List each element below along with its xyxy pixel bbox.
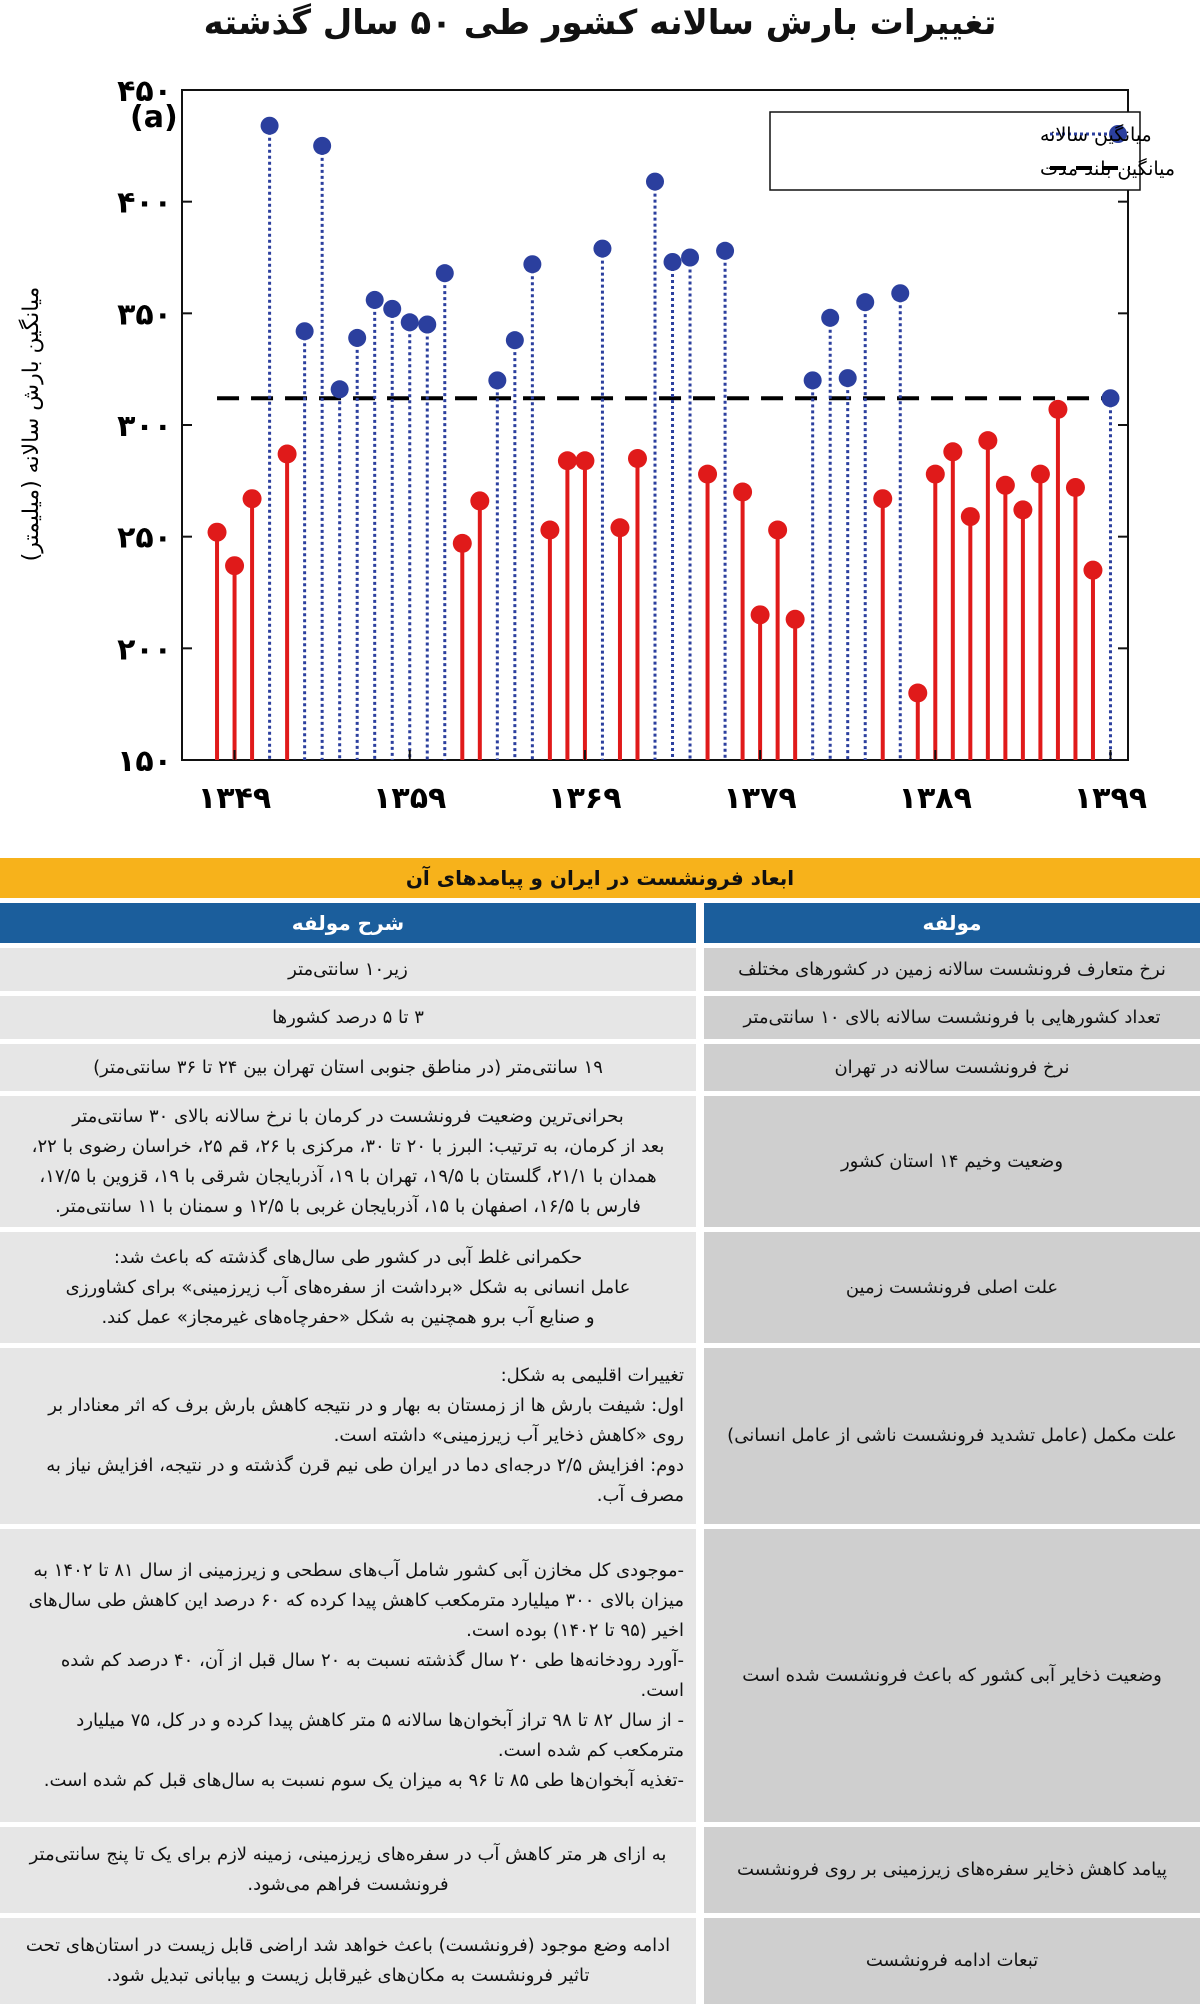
data-point: [1101, 389, 1119, 407]
data-point: [1013, 500, 1032, 519]
column-header-description: شرح مولفه: [0, 903, 696, 943]
table-grid: [0, 903, 1200, 2004]
table-row-description: [0, 1348, 696, 1524]
data-point: [470, 491, 489, 510]
stem-chart: [0, 52, 1200, 852]
data-point: [943, 442, 962, 461]
data-point: [506, 331, 524, 349]
data-point: [804, 371, 822, 389]
component-text: وضعیت وخیم ۱۴ استان کشور: [840, 1150, 1064, 1172]
data-point: [296, 322, 314, 340]
data-point: [821, 309, 839, 327]
data-point: [751, 605, 770, 624]
y-tick-label: ۳۰۰: [117, 409, 172, 444]
data-point: [313, 137, 331, 155]
table-row-component: [704, 948, 1200, 991]
x-tick-label: ۱۳۹۹: [1073, 781, 1148, 816]
legend: [770, 112, 1175, 190]
data-point: [1066, 478, 1085, 497]
data-point: [1083, 561, 1102, 580]
legend-label-annual: میانگین سالانه: [1040, 124, 1152, 146]
data-point: [453, 534, 472, 553]
data-point: [681, 249, 699, 267]
y-tick-label: ۴۵۰: [117, 74, 172, 109]
description-text: ۱۹ سانتی‌متر (در مناطق جنوبی استان تهران بین ۲۴ تا ۳۶ سانتی‌متر): [93, 1056, 603, 1078]
legend-label-longterm: میانگین بلند مدت: [1040, 158, 1176, 180]
table-row-description: [0, 1529, 696, 1822]
data-point: [698, 465, 717, 484]
table-row-component: [704, 1529, 1200, 1822]
data-point: [664, 253, 682, 271]
subsidence-table: [0, 858, 1200, 1989]
component-text: پیامد کاهش ذخایر سفره‌های زیرزمینی بر روی فرونشست: [736, 1859, 1168, 1880]
data-point: [331, 380, 349, 398]
table-row-component: [704, 1232, 1200, 1343]
table-row-description: [0, 996, 696, 1039]
component-text: تعداد کشورهایی با فرونشست سالانه بالای ۱۰ سانتی‌متر: [743, 1006, 1161, 1028]
component-text: علت مکمل (عامل تشدید فرونشست ناشی از عامل انسانی): [727, 1425, 1177, 1446]
data-point: [261, 117, 279, 135]
data-point: [628, 449, 647, 468]
table-row-component: [704, 996, 1200, 1039]
data-point: [646, 173, 664, 191]
table-row-component: [704, 1348, 1200, 1524]
x-tick-label: ۱۳۷۹: [723, 781, 797, 816]
description-text: تغییرات اقلیمی به شکل: اول: شیفت بارش ها از زمستان به بهار و در نتیجه کاهش بارش برف که اثر معنادار بر روی «کاهش ذخایر آب زیرزمینی» داشته است. دوم: افزایش ۲/۵ درجه‌ای دما در ایران طی نیم قرن گذشته و در نتیجه، افزایش نیاز به مصرف آب.: [46, 1365, 684, 1506]
data-point: [366, 291, 384, 309]
y-tick-label: ۲۵۰: [117, 520, 172, 556]
y-tick-label: ۲۰۰: [117, 632, 172, 668]
table-row-description: [0, 1232, 696, 1343]
table-row-component: [704, 1096, 1200, 1227]
data-point: [610, 518, 629, 537]
y-axis-label: میانگین بارش سالانه (میلیمتر): [19, 286, 44, 562]
data-point: [401, 313, 419, 331]
data-point: [961, 507, 980, 526]
data-point: [540, 520, 559, 539]
x-tick-label: ۱۳۸۹: [898, 781, 972, 816]
data-point: [978, 431, 997, 450]
table-row-component: [704, 1918, 1200, 2004]
column-header-component: مولفه: [704, 903, 1200, 943]
table-row-description: [0, 1918, 696, 2004]
data-point: [558, 451, 577, 470]
data-point: [225, 556, 244, 575]
component-text: نرخ فرونشست سالانه در تهران: [834, 1056, 1070, 1078]
data-point: [418, 316, 436, 334]
data-point: [996, 476, 1015, 495]
description-text: زیر۱۰ سانتی‌متر: [288, 958, 408, 980]
data-point: [523, 255, 541, 273]
data-point: [733, 483, 752, 502]
y-tick-label: ۱۵۰: [117, 744, 172, 779]
table-row-description: [0, 1096, 696, 1227]
data-point: [926, 465, 945, 484]
data-point: [488, 371, 506, 389]
data-point: [348, 329, 366, 347]
description-text: حکمرانی غلط آبی در کشور طی سال‌های گذشته که باعث شد: عامل انسانی به شکل «برداشت از سفره‌های آب زیرزمینی» برای کشاورزی و صنایع آب برو همچنین به شکل «حفرچاه‌های غیرمجاز» عمل کند.: [65, 1246, 631, 1328]
data-point: [1048, 400, 1067, 419]
description-text: -موجودی کل مخازن آبی کشور شامل آب‌های سطحی و زیرزمینی از سال ۸۱ تا ۱۴۰۲ به میزان بالای ۳۰۰ میلیارد مترمکعب کاهش پیدا کرده که ۶۰ درصد این کاهش طی سال‌های اخیر (۹۵ تا ۱۴۰۲) بوده است. -آورد رودخانه‌ها طی ۲۰ سال گذشته نسبت به ۲۰ سال قبل از آن، ۴۰ درصد کم شده است. - از سال ۸۲ تا ۹۸ تراز آبخوان‌ها سالانه ۵ متر کاهش پیدا کرده و در کل، ۷۵ میلیارد مترمکعب کم شده است. -تغذیه آبخوان‌ها طی ۸۵ تا ۹۶ به میزان یک سوم نسبت به سال‌های قبل کم شده است.: [28, 1559, 684, 1791]
data-point: [593, 240, 611, 258]
y-tick-label: ۴۰۰: [117, 185, 172, 221]
description-text: ۳ تا ۵ درصد کشورها: [272, 1006, 424, 1028]
data-point: [786, 610, 805, 629]
description-text: به ازای هر متر کاهش آب در سفره‌های زیرزمینی، زمینه لازم برای یک تا پنج سانتی‌متر فرونشست فراهم می‌شود.: [29, 1844, 667, 1895]
y-tick-label: ۳۵۰: [117, 297, 172, 333]
description-text: ادامه وضع موجود (فرونشست) باعث خواهد شد اراضی قابل زیست در استان‌های تحت تاثیر فرونشست به مکان‌های غیرقابل زیست و بیابانی تبدیل شود.: [25, 1935, 671, 1986]
data-point: [1031, 465, 1050, 484]
data-point: [873, 489, 892, 508]
data-point: [716, 242, 734, 260]
table-row-description: [0, 948, 696, 991]
table-row-component: [704, 1827, 1200, 1913]
data-point: [575, 451, 594, 470]
data-point: [908, 684, 927, 703]
table-row-description: [0, 1827, 696, 1913]
component-text: نرخ متعارف فرونشست سالانه زمین در کشورهای مختلف: [738, 958, 1166, 980]
data-point: [243, 489, 262, 508]
component-text: وضعیت ذخایر آبی کشور که باعث فرونشست شده است: [742, 1664, 1162, 1686]
panel-label: (a): [130, 100, 178, 135]
table-row-component: [704, 1044, 1200, 1091]
chart-title: تغییرات بارش سالانه کشور طی ۵۰ سال گذشته: [203, 3, 997, 43]
data-point: [839, 369, 857, 387]
data-point: [768, 520, 787, 539]
component-text: تبعات ادامه فرونشست: [865, 1950, 1039, 1971]
data-point: [208, 523, 227, 542]
x-tick-label: ۱۳۶۹: [548, 781, 622, 816]
data-point: [278, 445, 297, 464]
x-tick-label: ۱۳۴۹: [197, 781, 272, 816]
table-heading: ابعاد فرونشست در ایران و پیامدهای آن: [0, 858, 1200, 898]
data-point: [856, 293, 874, 311]
data-point: [383, 300, 401, 318]
data-point: [436, 264, 454, 282]
component-text: علت اصلی فرونشست زمین: [845, 1276, 1059, 1298]
data-point: [891, 284, 909, 302]
x-tick-label: ۱۳۵۹: [373, 781, 447, 816]
table-row-description: [0, 1044, 696, 1091]
description-text: بحرانی‌ترین وضعیت فرونشست در کرمان با نرخ سالانه بالای ۳۰ سانتی‌متر بعد از کرمان، به ترتیب: البرز با ۲۰ تا ۳۰، مرکزی با ۲۶، قم ۲۵، خراسان رضوی با ۲۲، همدان با ۲۱/۱، گلستان با ۱۹/۵، تهران با ۱۹، آذربایجان شرقی با ۱۹، قزوین با ۱۷/۵، فارس با ۱۶/۵، اصفهان با ۱۵، آذربایجان غربی با ۱۲/۵ و سمنان با ۱۱ سانتی‌متر.: [31, 1105, 665, 1217]
